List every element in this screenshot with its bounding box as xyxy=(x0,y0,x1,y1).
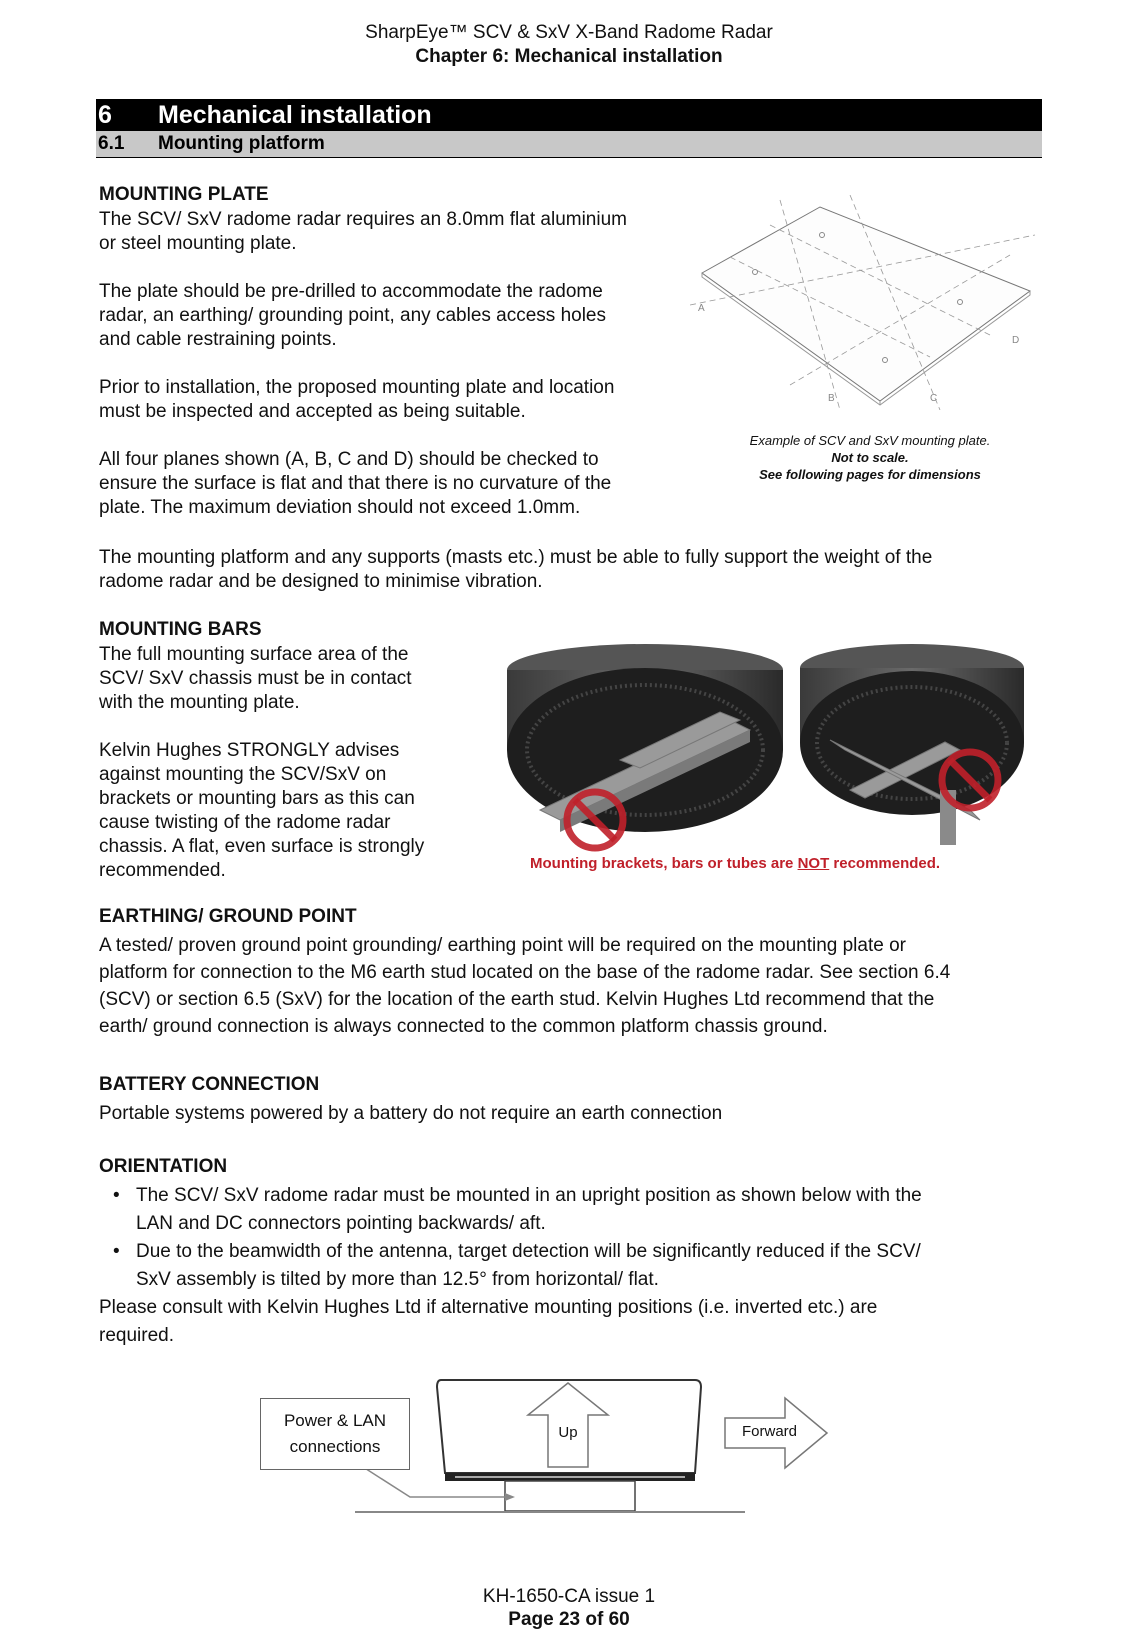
caption-line: Not to scale. xyxy=(831,450,909,465)
doc-issue: KH-1650-CA issue 1 xyxy=(482,1586,656,1607)
radome-photo-left xyxy=(507,644,783,848)
text-line: The SCV/ SxV radome radar must be mounted in an upright position as shown below with the xyxy=(136,1185,922,1206)
orientation-heading: ORIENTATION xyxy=(99,1156,228,1177)
plane-label-b: B xyxy=(828,393,835,404)
text-line: recommended. xyxy=(99,860,226,881)
text-line: cause twisting of the radome radar xyxy=(99,812,391,833)
subsection-number: 6.1 xyxy=(98,133,125,154)
bracket-warning xyxy=(530,855,940,872)
earthing-text xyxy=(99,932,1044,1040)
battery-text: Portable systems powered by a battery do not require an earth connection xyxy=(99,1103,723,1124)
plane-label-c: C xyxy=(930,393,938,404)
text-line: earth/ ground connection is always connected to the common platform chassis ground. xyxy=(99,1016,828,1037)
text-line: ensure the surface is flat and that there is no curvature of the xyxy=(99,473,612,494)
bullet-dot: • xyxy=(113,1241,120,1262)
text-line: chassis. A flat, even surface is strongly xyxy=(99,836,425,857)
text-line: plate. The maximum deviation should not exceed 1.0mm. xyxy=(99,497,581,518)
mounting-plate-figure xyxy=(690,195,1040,410)
section-title: Mechanical installation xyxy=(158,101,432,129)
caption-line: Example of SCV and SxV mounting plate. xyxy=(749,433,991,448)
text-line: The plate should be pre-drilled to accommodate the radome xyxy=(99,281,603,302)
text-line: Due to the beamwidth of the antenna, target detection will be significantly reduced if the SCV/ xyxy=(136,1241,921,1262)
warning-text: recommended. xyxy=(829,855,941,872)
orientation-bullets xyxy=(99,1182,1044,1350)
caption-line: See following pages for dimensions xyxy=(759,467,981,482)
page-number: Page 23 of 60 xyxy=(508,1609,630,1630)
text-line: All four planes shown (A, B, C and D) should be checked to xyxy=(99,449,599,470)
text-line: LAN and DC connectors pointing backwards/ aft. xyxy=(136,1213,546,1234)
earthing-heading: EARTHING/ GROUND POINT xyxy=(99,906,357,927)
text-line: platform for connection to the M6 earth stud located on the base of the radome radar. See section 6.4 xyxy=(99,962,951,983)
doc-title: SharpEye™ SCV & SxV X-Band Radome Radar xyxy=(365,22,773,43)
text-line: Prior to installation, the proposed mounting plate and location xyxy=(99,377,615,398)
subsection-heading xyxy=(96,131,1042,158)
text-line: SCV/ SxV chassis must be in contact xyxy=(99,668,412,689)
mounting-bars-text xyxy=(99,643,479,883)
section-heading xyxy=(96,99,1042,131)
text-line: SxV assembly is tilted by more than 12.5° from horizontal/ flat. xyxy=(136,1269,659,1290)
text-line: (SCV) or section 6.5 (SxV) for the location of the earth stud. Kelvin Hughes Ltd recommend that the xyxy=(99,989,935,1010)
text-line: radome radar and be designed to minimise vibration. xyxy=(99,571,543,592)
text-line: The mounting platform and any supports (masts etc.) must be able to fully support the weight of the xyxy=(99,547,933,568)
text-line: Please consult with Kelvin Hughes Ltd if alternative mounting positions (i.e. inverted etc.) are xyxy=(99,1297,878,1318)
text-line: radar, an earthing/ grounding point, any cables access holes xyxy=(99,305,606,326)
mounting-plate-text xyxy=(99,208,699,520)
subsection-title: Mounting platform xyxy=(158,133,325,154)
text-line: or steel mounting plate. xyxy=(99,233,297,254)
battery-heading: BATTERY CONNECTION xyxy=(99,1074,320,1095)
text-line: connections xyxy=(289,1437,381,1456)
mounting-bars-heading: MOUNTING BARS xyxy=(99,619,262,640)
text-line: brackets or mounting bars as this can xyxy=(99,788,415,809)
list-item xyxy=(99,1238,1044,1294)
text-line: Power & LAN xyxy=(283,1411,387,1430)
chapter-title: Chapter 6: Mechanical installation xyxy=(415,46,723,67)
radome-photo-right xyxy=(800,644,1024,845)
text-line: with the mounting plate. xyxy=(99,692,300,713)
section-number: 6 xyxy=(98,101,112,129)
mounting-plate-heading: MOUNTING PLATE xyxy=(99,184,269,205)
forward-label: Forward xyxy=(741,1423,797,1440)
text-line: The full mounting surface area of the xyxy=(99,644,409,665)
figure-caption xyxy=(700,432,1040,483)
plane-label-d: D xyxy=(1012,335,1020,346)
text-line: Kelvin Hughes STRONGLY advises xyxy=(99,740,400,761)
up-label: Up xyxy=(558,1424,578,1441)
warning-text: Mounting brackets, bars or tubes are xyxy=(530,855,798,872)
warning-not: NOT xyxy=(797,855,830,872)
text-line: required. xyxy=(99,1325,174,1346)
radome-bracket-photos xyxy=(500,640,1030,855)
text-line: must be inspected and accepted as being suitable. xyxy=(99,401,526,422)
text-line: and cable restraining points. xyxy=(99,329,337,350)
text-line: against mounting the SCV/SxV on xyxy=(99,764,387,785)
text-line: The SCV/ SxV radome radar requires an 8.0mm flat aluminium xyxy=(99,209,627,230)
platform-paragraph xyxy=(99,546,1044,594)
plane-label-a: A xyxy=(698,303,705,314)
list-item xyxy=(99,1182,1044,1238)
text-line: A tested/ proven ground point grounding/ earthing point will be required on the mounting plate or xyxy=(99,935,906,956)
power-lan-label xyxy=(260,1398,410,1470)
bullet-dot: • xyxy=(113,1185,120,1206)
